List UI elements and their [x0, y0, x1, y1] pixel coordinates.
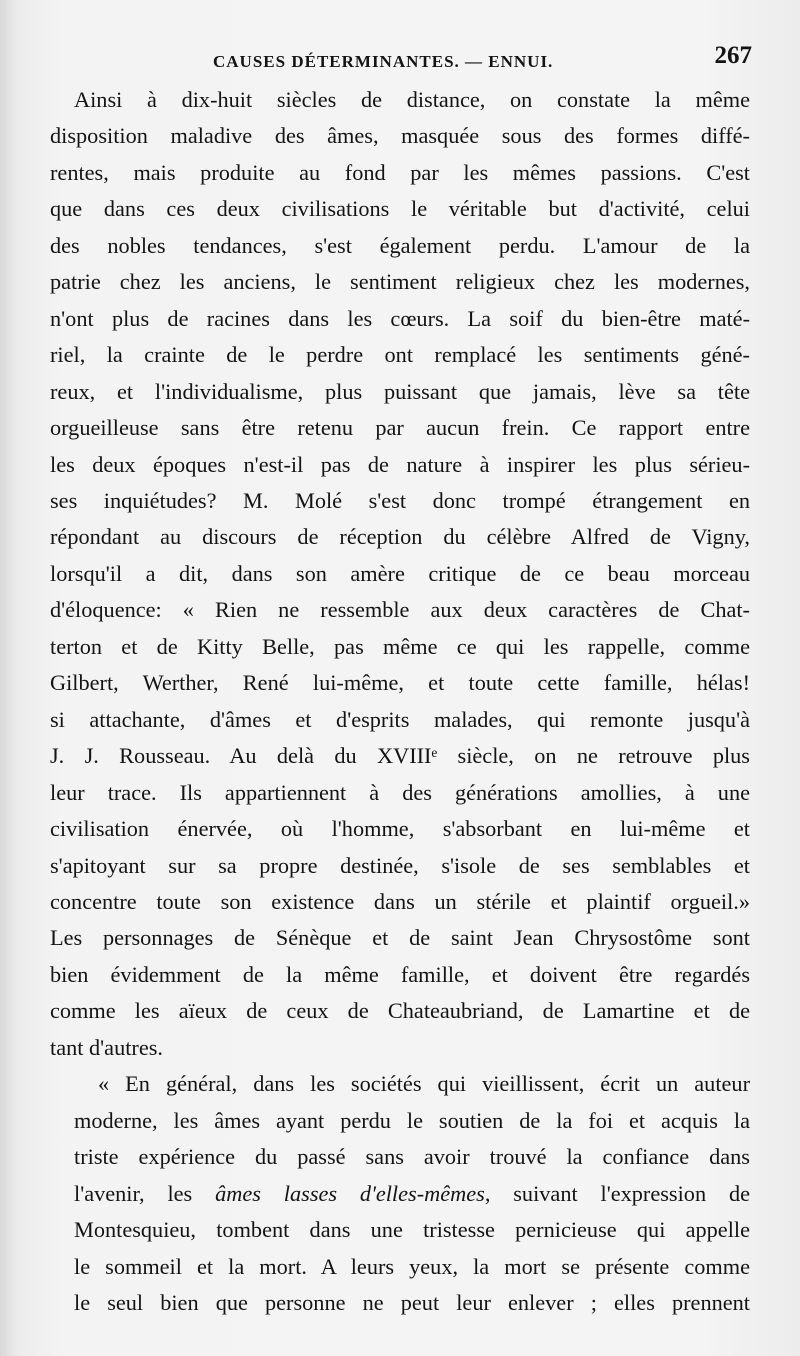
text-line: leur trace. Ils appartiennent à des générations amollies, à une [50, 779, 750, 805]
text-line: le sommeil et la mort. A leurs yeux, la mort se présente comme [74, 1253, 750, 1279]
text-line: riel, la crainte de le perdre ont remplacé les sentiments géné- [50, 342, 750, 368]
text-line: concentre toute son existence dans un stérile et plaintif orgueil.» [50, 888, 750, 914]
text-line: orgueilleuse sans être retenu par aucun frein. Ce rapport entre [50, 415, 750, 441]
running-title: CAUSES DÉTERMINANTES. — ENNUI. [213, 52, 554, 71]
text-line: que dans ces deux civilisations le véritable but d'activité, celui [50, 196, 750, 222]
text-fragment: l'avenir, les [74, 1180, 216, 1206]
text-line: s'apitoyant sur sa propre destinée, s'isole de ses semblables et [50, 852, 750, 878]
text-line: bien évidemment de la même famille, et doivent être regardés [50, 961, 750, 987]
text-line: le seul bien que personne ne peut leur enlever ; elles prennent [74, 1289, 750, 1315]
body-text [50, 82, 750, 1321]
paragraph-1 [50, 82, 750, 1066]
text-line: disposition maladive des âmes, masquée sous des formes diffé- [50, 123, 750, 149]
text-line: moderne, les âmes ayant perdu le soutien de la foi et acquis la [74, 1107, 750, 1133]
text-line: patrie chez les anciens, le sentiment religieux chez les modernes, [50, 269, 750, 295]
text-line: n'ont plus de racines dans les cœurs. La soif du bien-être maté- [50, 305, 750, 331]
text-line: des nobles tendances, s'est également perdu. L'amour de la [50, 232, 750, 258]
text-line: tant d'autres. [50, 1034, 163, 1060]
text-line: triste expérience du passé sans avoir trouvé la confiance dans [74, 1144, 750, 1170]
text-line: si attachante, d'âmes et d'esprits malades, qui remonte jusqu'à [50, 706, 750, 732]
paragraph-2 [50, 1066, 750, 1321]
text-line: Gilbert, Werther, René lui-même, et toute cette famille, hélas! [50, 670, 750, 696]
text-line: ses inquiétudes? M. Molé s'est donc trompé étrangement en [50, 487, 750, 513]
text-line: terton et de Kitty Belle, pas même ce qui les rappelle, comme [50, 633, 750, 659]
text-line: civilisation énervée, où l'homme, s'absorbant en lui-même et [50, 816, 750, 842]
text-line: reux, et l'individualisme, plus puissant que jamais, lève sa tête [50, 378, 750, 404]
text-line: répondant au discours de réception du célèbre Alfred de Vigny, [50, 524, 750, 550]
text-line: Ainsi à dix-huit siècles de distance, on constate la même [74, 87, 750, 112]
text-line: Les personnages de Sénèque et de saint Jean Chrysostôme sont [50, 925, 750, 951]
text-line: d'éloquence: « Rien ne ressemble aux deux caractères de Chat- [50, 597, 750, 623]
italic-quotation: âmes lasses d'elles-mêmes [215, 1180, 485, 1206]
text-fragment: , suivant l'expression de [484, 1180, 750, 1206]
page-header [50, 42, 750, 82]
text-line: les deux époques n'est-il pas de nature à inspirer les plus sérieu- [50, 451, 750, 477]
text-line: J. J. Rousseau. Au delà du XVIIIᵉ siècle, on ne retrouve plus [50, 743, 750, 769]
text-line-with-quote [74, 1176, 750, 1212]
text-line: Montesquieu, tombent dans une tristesse pernicieuse qui appelle [74, 1217, 750, 1243]
text-line: lorsqu'il a dit, dans son amère critique de ce beau morceau [50, 560, 750, 586]
text-line: rentes, mais produite au fond par les mêmes passions. C'est [50, 159, 750, 185]
text-line: « En général, dans les sociétés qui vieillissent, écrit un auteur [98, 1071, 750, 1097]
page-number: 267 [714, 42, 752, 69]
text-line: comme les aïeux de ceux de Chateaubriand, de Lamartine et de [50, 998, 750, 1024]
